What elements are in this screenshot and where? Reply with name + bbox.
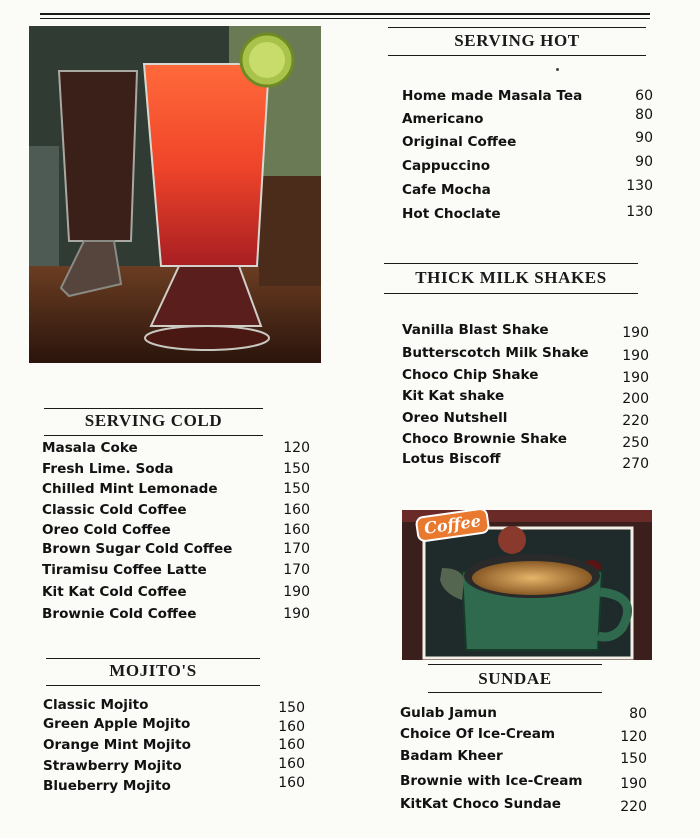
serving-cold-heading: SERVING COLD [84, 411, 223, 430]
item-price: 160 [283, 502, 310, 518]
top-rule [40, 13, 650, 15]
item-price: 220 [622, 413, 649, 429]
item-name: Cafe Mocha [402, 182, 491, 198]
coffee-cup-photo [402, 510, 652, 660]
item-price: 90 [635, 130, 653, 146]
item-price: 160 [283, 522, 310, 538]
item-price: 160 [278, 775, 305, 791]
list-item [402, 410, 649, 430]
item-name: Brownie Cold Coffee [42, 606, 197, 622]
item-price: 150 [278, 700, 305, 716]
item-name: Masala Coke [42, 440, 138, 456]
mojitos-rule-top [46, 658, 260, 659]
item-price: 60 [635, 88, 653, 104]
item-name: Americano [402, 111, 484, 127]
list-item [402, 388, 649, 408]
list-item [400, 773, 647, 793]
item-name: Oreo Nutshell [402, 410, 508, 426]
item-name: Strawberry Mojito [43, 758, 182, 774]
list-item [43, 716, 305, 736]
item-price: 80 [635, 107, 653, 123]
list-item [402, 107, 653, 131]
milk-shakes-rule-bottom [384, 293, 638, 294]
item-price: 90 [635, 154, 653, 170]
list-item [402, 431, 649, 451]
sundae-rule-top [428, 664, 602, 665]
item-name: Choice Of Ice-Cream [400, 726, 556, 742]
item-price: 160 [278, 756, 305, 772]
item-name: Original Coffee [402, 134, 517, 150]
list-item [42, 606, 310, 626]
mojitos-list [43, 697, 305, 802]
serving-cold-list [42, 440, 310, 630]
list-item [42, 562, 310, 582]
serving-cold-rule-top [44, 408, 263, 409]
item-price: 120 [620, 729, 647, 745]
list-item [402, 178, 653, 202]
item-name: Brownie with Ice-Cream [400, 773, 583, 789]
item-name: Green Apple Mojito [43, 716, 191, 732]
item-name: Kit Kat shake [402, 388, 505, 404]
milk-shakes-rule-top [384, 263, 638, 264]
list-item [42, 502, 310, 522]
item-name: Fresh Lime. Soda [42, 461, 174, 477]
top-rule-thin [40, 18, 650, 19]
list-item [402, 154, 653, 178]
list-item [42, 584, 310, 604]
sundae-list [400, 705, 647, 820]
serving-hot-heading: SERVING HOT [454, 31, 580, 50]
item-name: Home made Masala Tea [402, 88, 583, 104]
serving-hot-rule-top [388, 27, 646, 28]
item-name: Hot Choclate [402, 206, 501, 222]
item-price: 190 [283, 584, 310, 600]
item-name: Chilled Mint Lemonade [42, 481, 218, 497]
sundae-rule-bottom [428, 692, 602, 693]
item-price: 160 [278, 737, 305, 753]
item-name: Lotus Biscoff [402, 451, 501, 467]
item-name: Choco Brownie Shake [402, 431, 567, 447]
item-name: Vanilla Blast Shake [402, 322, 549, 338]
milk-shakes-heading: THICK MILK SHAKES [415, 268, 607, 287]
item-price: 150 [620, 751, 647, 767]
list-item [43, 697, 305, 717]
list-item [402, 367, 649, 387]
item-price: 170 [283, 562, 310, 578]
item-price: 130 [626, 178, 653, 194]
item-price: 200 [622, 391, 649, 407]
list-item [402, 322, 649, 342]
speck [556, 68, 559, 71]
item-name: Badam Kheer [400, 748, 503, 764]
item-price: 170 [283, 541, 310, 557]
item-price: 80 [629, 706, 647, 722]
list-item [42, 541, 310, 561]
item-name: Tiramisu Coffee Latte [42, 562, 207, 578]
item-price: 150 [283, 481, 310, 497]
list-item [402, 451, 649, 471]
coffee-badge: Coffee [415, 510, 491, 543]
list-item [42, 522, 310, 542]
item-name: Choco Chip Shake [402, 367, 539, 383]
list-item [42, 440, 310, 460]
item-price: 270 [622, 456, 649, 472]
item-price: 190 [620, 776, 647, 792]
item-name: Orange Mint Mojito [43, 737, 191, 753]
serving-cold-rule-bottom [44, 435, 263, 436]
list-item [43, 775, 305, 798]
milk-shakes-list [402, 322, 649, 472]
item-price: 120 [283, 440, 310, 456]
item-name: Classic Mojito [43, 697, 149, 713]
list-item [402, 88, 653, 108]
sundae-heading: SUNDAE [478, 669, 552, 688]
item-price: 190 [622, 348, 649, 364]
list-item [402, 206, 653, 226]
serving-hot-rule-bottom [388, 55, 646, 56]
cold-drinks-photo [29, 26, 321, 363]
item-price: 150 [283, 461, 310, 477]
item-name: Kit Kat Cold Coffee [42, 584, 187, 600]
list-item [400, 726, 647, 746]
item-price: 250 [622, 435, 649, 451]
mojitos-heading: MOJITO'S [109, 661, 197, 680]
item-name: Classic Cold Coffee [42, 502, 187, 518]
list-item [43, 737, 305, 757]
item-name: KitKat Choco Sundae [400, 796, 562, 812]
item-price: 130 [626, 204, 653, 220]
item-name: Gulab Jamun [400, 705, 497, 721]
item-name: Cappuccino [402, 158, 491, 174]
list-item [402, 345, 649, 365]
item-price: 160 [278, 719, 305, 735]
mojitos-rule-bottom [46, 685, 260, 686]
list-item [42, 481, 310, 501]
list-item [400, 705, 647, 725]
list-item [43, 758, 305, 778]
item-name: Blueberry Mojito [43, 778, 171, 794]
item-price: 190 [622, 370, 649, 386]
item-name: Brown Sugar Cold Coffee [42, 541, 233, 557]
item-price: 190 [283, 606, 310, 622]
list-item [42, 461, 310, 481]
list-item [402, 130, 653, 154]
item-name: Butterscotch Milk Shake [402, 345, 589, 361]
list-item [400, 748, 647, 768]
item-price: 190 [622, 325, 649, 341]
serving-hot-list [402, 88, 653, 238]
item-name: Oreo Cold Coffee [42, 522, 171, 538]
item-price: 220 [620, 799, 647, 815]
list-item [400, 796, 647, 816]
